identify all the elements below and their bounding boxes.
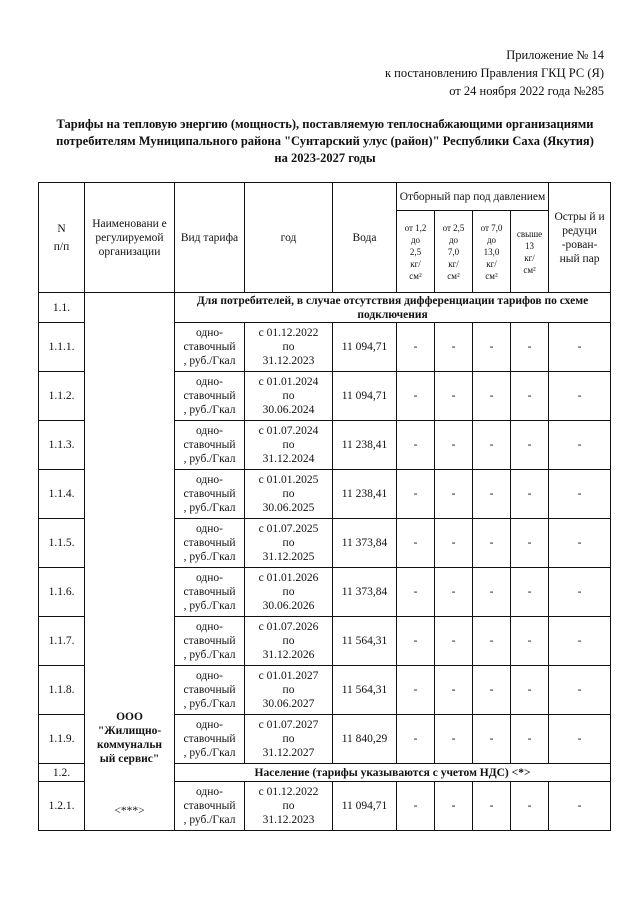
appendix-date: от 24 ноября 2022 года №285 <box>449 84 604 98</box>
empty-value-cell: - <box>397 568 435 617</box>
empty-value-cell: - <box>549 372 611 421</box>
header-pressure-2 <box>435 211 473 293</box>
cell-text-line: ставочный <box>183 684 236 696</box>
cell-text-line: ставочный <box>183 537 236 549</box>
header-year: год <box>245 183 333 293</box>
cell-text-line: от 2,5 <box>442 222 465 233</box>
period-cell <box>245 421 333 470</box>
cell-text-line: ый сервис" <box>99 753 160 765</box>
empty-value-cell: - <box>397 666 435 715</box>
table-cell: 1.1.9. <box>39 715 85 764</box>
empty-value-cell: - <box>473 782 511 831</box>
empty-value-cell: - <box>511 421 549 470</box>
cell-text-line: по <box>282 800 295 812</box>
cell-text-line <box>87 818 172 830</box>
cell-text-line: одно- <box>195 327 223 339</box>
cell-text-line: , руб./Гкал <box>183 649 236 661</box>
empty-value-cell: - <box>435 666 473 715</box>
cell-text-line: , руб./Гкал <box>183 404 236 416</box>
tariff-type-cell <box>175 372 245 421</box>
empty-value-cell: - <box>397 323 435 372</box>
section-number: 1.2. <box>39 764 85 782</box>
empty-value-cell: - <box>511 568 549 617</box>
cell-text-line: одно- <box>195 523 223 535</box>
cell-text-line: одно- <box>195 719 223 731</box>
empty-value-cell: - <box>511 470 549 519</box>
cell-text-line: ставочный <box>183 488 236 500</box>
empty-value-cell: - <box>549 421 611 470</box>
empty-value-cell: - <box>511 617 549 666</box>
table-cell: 1.1.7. <box>39 617 85 666</box>
water-value: 11 238,41 <box>333 421 397 470</box>
cell-text-line: одно- <box>195 572 223 584</box>
header-pressure-4 <box>511 211 549 293</box>
cell-text-line: от 7,0 <box>480 222 503 233</box>
cell-text-line: ООО <box>116 711 143 723</box>
cell-text-line: 31.12.2026 <box>262 649 315 661</box>
empty-value-cell: - <box>435 782 473 831</box>
period-cell <box>245 519 333 568</box>
period-cell <box>245 372 333 421</box>
appendix-reference <box>385 46 604 100</box>
cell-text-line: по <box>282 537 295 549</box>
header-sharp-steam: Остры й и редуци -рован- ный пар <box>549 183 611 293</box>
water-value: 11 564,31 <box>333 666 397 715</box>
table-cell: 1.1.5. <box>39 519 85 568</box>
table-cell: 1.1.2. <box>39 372 85 421</box>
empty-value-cell: - <box>397 617 435 666</box>
cell-text-line: 30.06.2027 <box>262 698 315 710</box>
empty-value-cell: - <box>435 372 473 421</box>
cell-text-line: , руб./Гкал <box>183 747 236 759</box>
empty-value-cell: - <box>473 372 511 421</box>
title-line-3: на 2023-2027 годы <box>274 151 376 165</box>
header-organization: Наименовани е регулируемой организации <box>85 183 175 293</box>
empty-value-cell: - <box>549 715 611 764</box>
cell-text-line: одно- <box>195 425 223 437</box>
cell-text-line: 31.12.2027 <box>262 747 315 759</box>
water-value: 11 094,71 <box>333 372 397 421</box>
table-cell: 1.1.4. <box>39 470 85 519</box>
cell-text-line: , руб./Гкал <box>183 600 236 612</box>
title-line-1: Тарифы на тепловую энергию (мощность), поставляемую теплоснабжающими организациями <box>56 117 594 131</box>
empty-value-cell: - <box>435 568 473 617</box>
empty-value-cell: - <box>473 323 511 372</box>
document-title <box>40 116 610 167</box>
water-value: 11 238,41 <box>333 470 397 519</box>
header-pressure-3 <box>473 211 511 293</box>
header-pressure-1 <box>397 211 435 293</box>
empty-value-cell: - <box>549 470 611 519</box>
cell-text-line: кг/ <box>486 258 497 269</box>
empty-value-cell: - <box>473 715 511 764</box>
period-cell <box>245 323 333 372</box>
cell-text-line: с 01.01.2025 <box>258 474 319 486</box>
cell-text-line: , руб./Гкал <box>183 698 236 710</box>
empty-value-cell: - <box>473 617 511 666</box>
cell-text-line: кг/ <box>524 252 535 263</box>
empty-value-cell: - <box>435 519 473 568</box>
cell-text-line: одно- <box>195 376 223 388</box>
cell-text-line: до <box>410 234 421 245</box>
empty-value-cell: - <box>473 568 511 617</box>
cell-text-line: по <box>282 390 295 402</box>
cell-text-line: по <box>282 341 295 353</box>
cell-text-line: <***> <box>114 805 145 817</box>
tariff-type-cell <box>175 323 245 372</box>
cell-text-line: кг/ <box>410 258 421 269</box>
cell-text-line: одно- <box>195 474 223 486</box>
empty-value-cell: - <box>397 372 435 421</box>
cell-text-line <box>87 766 172 804</box>
section-title: Население (тарифы указываются с учетом НДС) <*> <box>175 764 611 782</box>
water-value: 11 373,84 <box>333 519 397 568</box>
appendix-number: Приложение № 14 <box>506 48 604 62</box>
empty-value-cell: - <box>473 666 511 715</box>
tariff-type-cell <box>175 568 245 617</box>
header-number <box>39 183 85 293</box>
empty-value-cell: - <box>473 519 511 568</box>
tariff-type-cell <box>175 470 245 519</box>
cell-text-line: , руб./Гкал <box>183 453 236 465</box>
section-title: Для потребителей, в случае отсутствия дифференциации тарифов по схеме подключения <box>175 293 611 323</box>
organization-cell <box>85 293 175 831</box>
cell-text-line: 31.12.2023 <box>262 355 315 367</box>
tariff-type-cell <box>175 519 245 568</box>
cell-text-line: N <box>57 222 66 235</box>
empty-value-cell: - <box>549 782 611 831</box>
cell-text-line: , руб./Гкал <box>183 551 236 563</box>
cell-text-line: одно- <box>195 786 223 798</box>
cell-text-line: см² <box>485 270 498 281</box>
cell-text-line: см² <box>409 270 422 281</box>
cell-text-line: коммунальн <box>96 739 163 751</box>
tariff-table <box>38 182 611 831</box>
empty-value-cell: - <box>473 421 511 470</box>
empty-value-cell: - <box>397 782 435 831</box>
title-line-2: потребителям Муниципального района "Сунтарский улус (район)" Республики Саха (Якутия) <box>56 134 594 148</box>
cell-text-line: по <box>282 439 295 451</box>
period-cell <box>245 715 333 764</box>
empty-value-cell: - <box>397 519 435 568</box>
water-value: 11 840,29 <box>333 715 397 764</box>
cell-text-line: 7,0 <box>447 246 460 257</box>
cell-text-line: с 01.12.2022 <box>258 786 319 798</box>
empty-value-cell: - <box>473 470 511 519</box>
cell-text-line: 30.06.2025 <box>262 502 315 514</box>
cell-text-line: ставочный <box>183 439 236 451</box>
empty-value-cell: - <box>549 323 611 372</box>
cell-text-line: по <box>282 488 295 500</box>
cell-text-line: одно- <box>195 670 223 682</box>
cell-text-line: 2,5 <box>409 246 422 257</box>
cell-text-line: 31.12.2024 <box>262 453 315 465</box>
table-cell: 1.1.6. <box>39 568 85 617</box>
period-cell <box>245 470 333 519</box>
empty-value-cell: - <box>397 715 435 764</box>
table-cell: 1.2.1. <box>39 782 85 831</box>
tariff-type-cell <box>175 421 245 470</box>
appendix-decree: к постановлению Правления ГКЦ РС (Я) <box>384 66 604 80</box>
cell-text-line: по <box>282 586 295 598</box>
cell-text-line: одно- <box>195 621 223 633</box>
cell-text-line: по <box>282 684 295 696</box>
cell-text-line: см² <box>523 264 536 275</box>
empty-value-cell: - <box>435 715 473 764</box>
empty-value-cell: - <box>511 519 549 568</box>
water-value: 11 094,71 <box>333 323 397 372</box>
empty-value-cell: - <box>435 617 473 666</box>
cell-text-line: , руб./Гкал <box>183 814 236 826</box>
cell-text-line: до <box>486 234 497 245</box>
empty-value-cell: - <box>511 782 549 831</box>
cell-text-line: кг/ <box>448 258 459 269</box>
cell-text-line: см² <box>447 270 460 281</box>
cell-text-line: до <box>448 234 459 245</box>
water-value: 11 564,31 <box>333 617 397 666</box>
empty-value-cell: - <box>435 323 473 372</box>
cell-text-line: , руб./Гкал <box>183 355 236 367</box>
cell-text-line: 30.06.2024 <box>262 404 315 416</box>
cell-text-line: с 01.01.2027 <box>258 670 319 682</box>
water-value: 11 373,84 <box>333 568 397 617</box>
cell-text-line: 13 <box>525 240 535 251</box>
section-number: 1.1. <box>39 293 85 323</box>
cell-text-line: ставочный <box>183 341 236 353</box>
empty-value-cell: - <box>435 470 473 519</box>
table-cell: 1.1.3. <box>39 421 85 470</box>
table-cell: 1.1.8. <box>39 666 85 715</box>
cell-text-line: по <box>282 733 295 745</box>
empty-value-cell: - <box>511 372 549 421</box>
empty-value-cell: - <box>549 666 611 715</box>
cell-text-line: с 01.07.2025 <box>258 523 319 535</box>
cell-text-line: по <box>282 635 295 647</box>
cell-text-line: с 01.07.2024 <box>258 425 319 437</box>
cell-text-line: 31.12.2023 <box>262 814 315 826</box>
cell-text-line: свыше <box>516 228 543 239</box>
empty-value-cell: - <box>549 617 611 666</box>
empty-value-cell: - <box>511 666 549 715</box>
table-cell: 1.1.1. <box>39 323 85 372</box>
empty-value-cell: - <box>549 519 611 568</box>
cell-text-line: ставочный <box>183 800 236 812</box>
cell-text-line: "Жилищно- <box>97 725 162 737</box>
tariff-type-cell <box>175 617 245 666</box>
cell-text-line: 31.12.2025 <box>262 551 315 563</box>
period-cell <box>245 782 333 831</box>
cell-text-line: , руб./Гкал <box>183 502 236 514</box>
empty-value-cell: - <box>511 715 549 764</box>
water-value: 11 094,71 <box>333 782 397 831</box>
empty-value-cell: - <box>549 568 611 617</box>
empty-value-cell: - <box>511 323 549 372</box>
period-cell <box>245 568 333 617</box>
cell-text-line: ставочный <box>183 390 236 402</box>
tariff-type-cell <box>175 782 245 831</box>
header-tariff-type: Вид тарифа <box>175 183 245 293</box>
cell-text-line: п/п <box>53 240 70 253</box>
cell-text-line: с 01.07.2027 <box>258 719 319 731</box>
cell-text-line: 30.06.2026 <box>262 600 315 612</box>
cell-text-line: ставочный <box>183 635 236 647</box>
empty-value-cell: - <box>435 421 473 470</box>
cell-text-line: 13,0 <box>483 246 500 257</box>
cell-text-line: с 01.12.2022 <box>258 327 319 339</box>
tariff-type-cell <box>175 715 245 764</box>
header-water: Вода <box>333 183 397 293</box>
cell-text-line: с 01.01.2024 <box>258 376 319 388</box>
header-steam: Отборный пар под давлением <box>397 183 549 211</box>
cell-text-line: ставочный <box>183 733 236 745</box>
period-cell <box>245 617 333 666</box>
empty-value-cell: - <box>397 470 435 519</box>
tariff-type-cell <box>175 666 245 715</box>
cell-text-line: от 1,2 <box>404 222 427 233</box>
cell-text-line: с 01.07.2026 <box>258 621 319 633</box>
period-cell <box>245 666 333 715</box>
cell-text-line: ставочный <box>183 586 236 598</box>
empty-value-cell: - <box>397 421 435 470</box>
cell-text-line: с 01.01.2026 <box>258 572 319 584</box>
